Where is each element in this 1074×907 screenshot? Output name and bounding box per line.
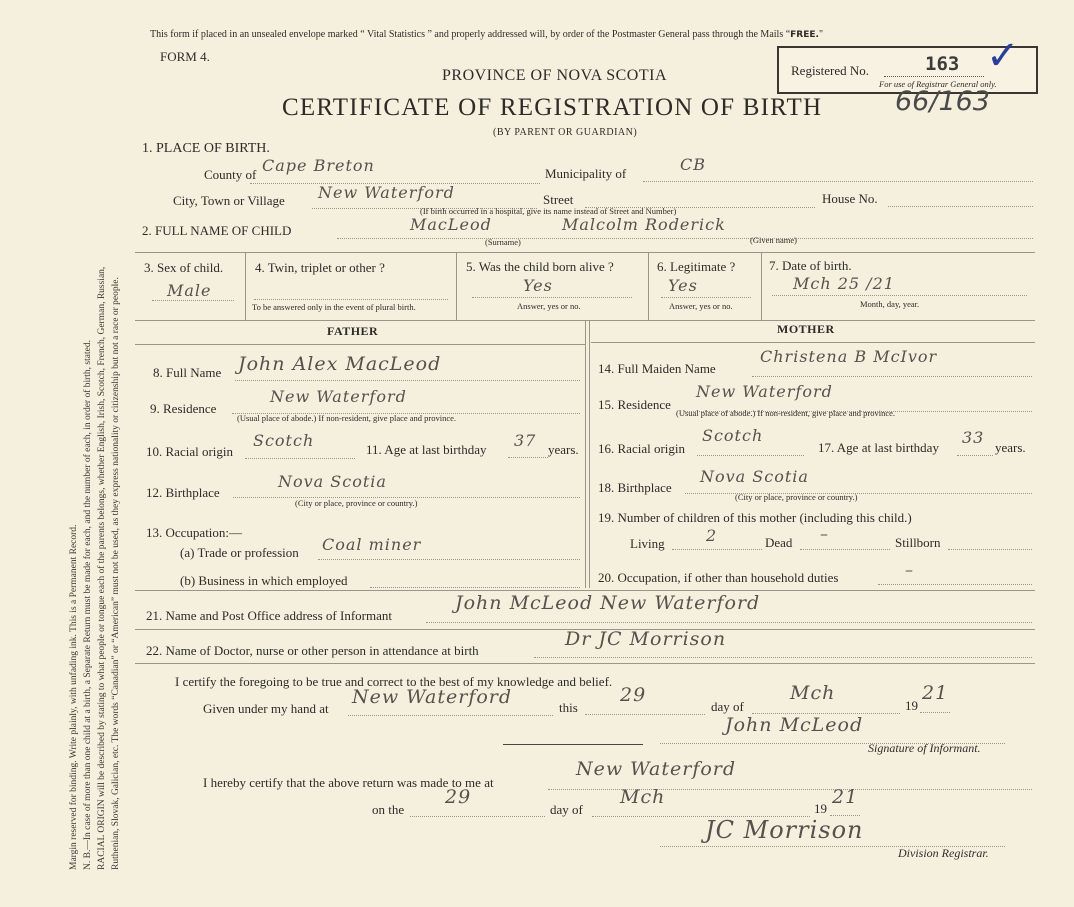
doctor-label: 22. Name of Doctor, nurse or other person in attendance at birth: [146, 643, 479, 658]
mother-residence-value: New Waterford: [696, 382, 833, 401]
municipality-value: CB: [680, 155, 706, 174]
father-residence-value: New Waterford: [270, 387, 407, 406]
signature-caption: Signature of Informant.: [868, 741, 981, 755]
registrar-note: For use of Registrar General only.: [879, 79, 997, 89]
mother-age-label: 17. Age at last birthday: [818, 440, 939, 455]
registered-no-value: 163: [925, 53, 960, 75]
registrar-text: I hereby certify that the above return was made to me at: [203, 775, 494, 790]
dead-value: –: [820, 524, 829, 543]
on-the-label: on the: [372, 802, 405, 817]
mother-heading: MOTHER: [777, 322, 835, 336]
registered-no-line: [884, 76, 984, 77]
father-years-label: years.: [548, 442, 579, 457]
father-trade-value: Coal miner: [322, 535, 422, 554]
mother-racial-label: 16. Racial origin: [598, 441, 686, 456]
hospital-note: (If birth occurred in a hospital, give its name instead of Street and Number): [420, 206, 677, 216]
city-label: City, Town or Village: [173, 193, 285, 208]
mother-children-label: 19. Number of children of this mother (including this child.): [598, 510, 912, 525]
mother-occupation-value: –: [905, 560, 914, 579]
municipality-label: Municipality of: [545, 166, 627, 181]
legitimate-note: Answer, yes or no.: [669, 301, 733, 311]
mother-racial-value: Scotch: [702, 426, 764, 445]
house-no-label: House No.: [822, 191, 878, 206]
given-caption: (Given name): [750, 235, 797, 245]
place-of-birth-heading: 1. PLACE OF BIRTH.: [142, 141, 270, 156]
form-number: FORM 4.: [160, 49, 210, 64]
legitimate-label: 6. Legitimate ?: [657, 259, 736, 274]
child-surname-value: MacLeod: [410, 215, 492, 234]
father-residence-label: 9. Residence: [150, 401, 217, 416]
doctor-value: Dr JC Morrison: [565, 628, 727, 650]
twin-label: 4. Twin, triplet or other ?: [255, 260, 385, 275]
year-prefix: 19: [905, 698, 918, 713]
living-label: Living: [630, 536, 665, 551]
handwritten-reference: 66/163: [895, 86, 990, 117]
stillborn-label: Stillborn: [895, 535, 941, 550]
check-mark: ✓: [986, 33, 1020, 79]
registrar-caption: Division Registrar.: [898, 846, 989, 860]
father-birthplace-value: Nova Scotia: [278, 472, 387, 491]
reg-day-value: 29: [445, 786, 472, 808]
dead-label: Dead: [765, 535, 793, 550]
father-age-value: 37: [514, 431, 537, 450]
informant-signature: John McLeod: [725, 714, 864, 736]
mother-age-value: 33: [962, 428, 985, 447]
informant-label: 21. Name and Post Office address of Informant: [146, 608, 392, 623]
registrar-signature: JC Morrison: [705, 816, 864, 844]
mother-birthplace-value: Nova Scotia: [700, 467, 809, 486]
registrar-place-value: New Waterford: [576, 758, 737, 780]
side-note-line3: RACIAL ORIGIN will be described by stating to what people or tongue each of the parents belongs, whether English, Irish, Scotch, French, German, Russian,: [97, 266, 107, 870]
year-value: 21: [922, 682, 949, 704]
county-label: County of: [204, 167, 257, 182]
father-birthplace-label: 12. Birthplace: [146, 485, 220, 500]
alive-note: Answer, yes or no.: [517, 301, 581, 311]
day-value: 29: [620, 684, 647, 706]
informant-value: John McLeod New Waterford: [455, 592, 761, 614]
mail-notice: This form if placed in an unsealed envelope marked “ Vital Statistics ” and properly addressed will, by order of the Postmaster General pass through the Mails “FREE.": [150, 29, 824, 40]
mother-years-label: years.: [995, 440, 1026, 455]
father-name-label: 8. Full Name: [153, 365, 222, 380]
date-label: 7. Date of birth.: [769, 258, 852, 273]
father-age-label: 11. Age at last birthday: [366, 442, 487, 457]
month-value: Mch: [790, 682, 836, 704]
given-place-value: New Waterford: [352, 686, 513, 708]
father-racial-value: Scotch: [253, 431, 315, 450]
father-occupation-label: 13. Occupation:—: [146, 525, 243, 540]
alive-label: 5. Was the child born alive ?: [466, 259, 614, 274]
side-note-line1: Margin reserved for binding. Write plainly, with unfading ink. This is a Permanent Record.: [69, 524, 79, 870]
child-name-label: 2. FULL NAME OF CHILD: [142, 223, 292, 238]
side-note-line2: N. B.—In case of more than one child at a birth, a Separate Return must be made for each, and the number of each, in order of birth, stated.: [83, 340, 93, 870]
street-label: Street: [543, 192, 574, 207]
reg-month-value: Mch: [620, 786, 666, 808]
sex-label: 3. Sex of child.: [144, 260, 224, 275]
county-value: Cape Breton: [262, 156, 375, 175]
registered-no-label: Registered No.: [791, 63, 869, 78]
reg-day-of-label: day of: [550, 802, 583, 817]
alive-value: Yes: [523, 276, 553, 295]
father-residence-note: (Usual place of abode.) If non-resident, give place and province.: [237, 413, 457, 423]
father-heading: FATHER: [327, 324, 379, 338]
child-given-value: Malcolm Roderick: [562, 215, 726, 234]
living-value: 2: [706, 526, 718, 545]
city-value: New Waterford: [318, 183, 455, 202]
subtitle: (BY PARENT OR GUARDIAN): [493, 127, 638, 138]
father-business-label: (b) Business in which employed: [180, 573, 348, 588]
date-value: Mch 25 /21: [793, 274, 895, 293]
father-trade-label: (a) Trade or profession: [180, 545, 299, 560]
date-note: Month, day, year.: [860, 299, 920, 309]
mother-birthplace-note: (City or place, province or country.): [735, 492, 858, 502]
father-name-value: John Alex MacLeod: [238, 353, 442, 375]
side-note-line4: Ruthenian, Slovak, Galician, etc. The words “Canadian” or “American” must not be used, as they express nationality or citizenship but not a race or people.: [111, 277, 121, 870]
mother-name-label: 14. Full Maiden Name: [598, 361, 716, 376]
reg-year-prefix: 19: [814, 801, 827, 816]
given-label: Given under my hand at: [203, 701, 329, 716]
mother-occupation-label: 20. Occupation, if other than household duties: [598, 570, 839, 585]
legitimate-value: Yes: [668, 276, 698, 295]
page-title: CERTIFICATE OF REGISTRATION OF BIRTH: [282, 94, 823, 121]
this-label: this: [559, 700, 578, 715]
twin-note: To be answered only in the event of plural birth.: [252, 302, 416, 312]
mother-name-value: Christena B McIvor: [760, 347, 938, 366]
day-of-label: day of: [711, 699, 744, 714]
certify-text: I certify the foregoing to be true and correct to the best of my knowledge and belief.: [175, 674, 613, 689]
province-heading: PROVINCE OF NOVA SCOTIA: [442, 67, 668, 84]
father-racial-label: 10. Racial origin: [146, 444, 234, 459]
mother-residence-label: 15. Residence: [598, 397, 671, 412]
surname-caption: (Surname): [485, 237, 521, 247]
mother-birthplace-label: 18. Birthplace: [598, 480, 672, 495]
mother-residence-note: (Usual place of abode.) If non-resident, give place and province.: [676, 408, 896, 418]
sex-value: Male: [167, 281, 212, 300]
reg-year-value: 21: [832, 786, 859, 808]
father-birthplace-note: (City or place, province or country.): [295, 498, 418, 508]
